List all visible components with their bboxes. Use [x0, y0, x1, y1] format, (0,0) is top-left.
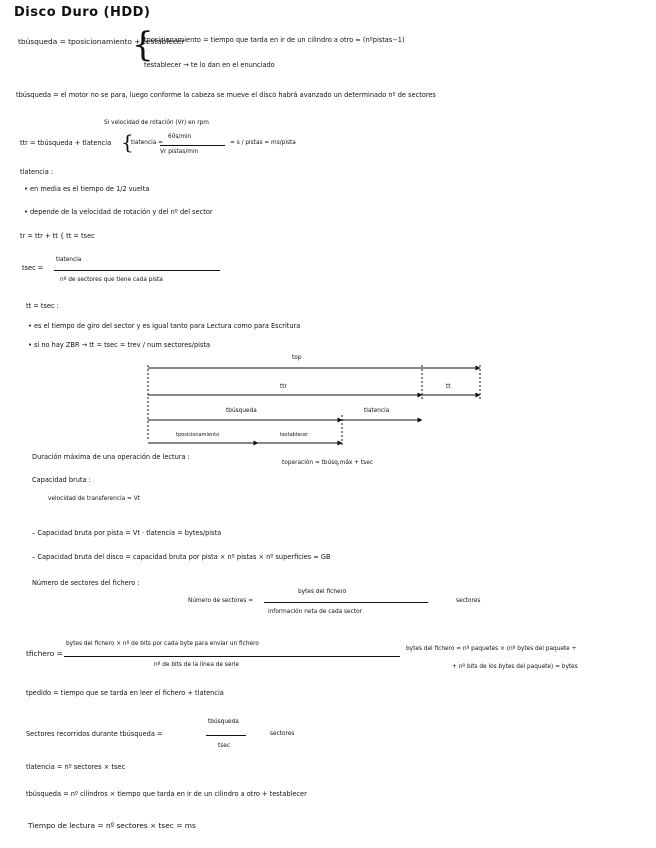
- bullet-depende: • depende de la velocidad de rotación y del nº del sector: [24, 208, 213, 216]
- frac-top-60s: 60s/min: [168, 134, 192, 140]
- eq-ttr: ttr = tbúsqueda + tlatencia: [20, 139, 112, 147]
- label-testablecer: testablecer: [280, 432, 309, 438]
- text-duracion: Duración máxima de una operación de lectura :: [32, 453, 190, 461]
- eq-tlatencia-lhs: tlatencia =: [131, 140, 163, 146]
- eq-testablecer: testablecer → te lo dan en el enunciado: [144, 61, 275, 69]
- bullet-giro: • es el tiempo de giro del sector y es igual tanto para Lectura como para Escritura: [28, 322, 301, 330]
- label-tt: tt: [446, 384, 451, 390]
- eq-tiempo-lectura: Tiempo de lectura = nº sectores × tsec = ms: [28, 821, 196, 830]
- frac-line-l13: [64, 656, 400, 657]
- unit-sectores: sectores: [456, 598, 481, 604]
- eq-cap-disco: – Capacidad bruta del disco = capacidad bruta por pista × nº pistas × nº superficies ≈ GB: [32, 553, 331, 561]
- text-vt: velocidad de transferencia = Vt: [48, 496, 140, 502]
- eq-tsec-lhs: tsec =: [22, 264, 44, 272]
- brace-l3: {: [121, 130, 134, 154]
- eq-numsec-lhs: Número de sectores =: [188, 598, 254, 604]
- text-bytes-fichero-1: bytes del fichero = nº paquetes × (nº bytes del paquete +: [406, 646, 577, 652]
- page-title: Disco Duro (HDD): [14, 5, 151, 20]
- bullet-media: • en media es el tiempo de 1/2 vuelta: [24, 185, 150, 193]
- eq-tlatencia-sectores: tlatencia = nº sectores × tsec: [26, 763, 126, 771]
- label-tbusqueda: tbúsqueda: [226, 408, 257, 414]
- eq-tr: tr = ttr + tt { tt = tsec: [20, 232, 95, 240]
- frac-bot-linea: nº de bits de la línea de serie: [154, 662, 239, 668]
- eq-cap-pista: – Capacidad bruta por pista = Vt · tlatencia = bytes/pista: [32, 529, 222, 537]
- frac-bot-info: información neta de cada sector: [268, 609, 363, 615]
- label-top: top: [292, 355, 302, 361]
- frac-top-tlat: tlatencia: [56, 257, 82, 263]
- eq-tfichero-lhs: tfichero =: [26, 649, 63, 658]
- text-bytes-fichero-2: + nº bits de los bytes del paquete) = bytes: [452, 664, 578, 670]
- eq-sectores-recorridos: Sectores recorridos durante tbúsqueda =: [26, 730, 163, 738]
- eq-tbusqueda-lhs: tbúsqueda = tposicionamiento + testablecer: [18, 37, 185, 46]
- frac-top-bytes: bytes del fichero: [298, 589, 347, 595]
- eq-tbusqueda-cilindros: tbúsqueda = nº cilindros × tiempo que tarda en ir de un cilindro a otro + testablecer: [26, 790, 307, 798]
- eq-toperacion: toperación = tbúsq,máx + tsec: [282, 460, 373, 466]
- heading-capacidad: Capacidad bruta :: [32, 476, 91, 484]
- eq-tpedido: tpedido = tiempo que se tarda en leer el fichero + tlatencia: [26, 689, 224, 697]
- note-tbusqueda: tbúsqueda = el motor no se para, luego conforme la cabeza se mueve el disco habrá avanzado un determinado nº de sectores: [16, 91, 436, 99]
- frac-top-tbusq: tbúsqueda: [208, 719, 239, 725]
- unit-sectores-2: sectores: [270, 731, 295, 737]
- label-tposicionamiento: tposicionamiento: [176, 432, 220, 438]
- note-rpm: Si velocidad de rotación (Vr) en rpm: [104, 120, 209, 126]
- frac-bot-nsectores: nº de sectores que tiene cada pista: [60, 277, 163, 283]
- frac-bot-vr: Vr pistas/min: [160, 149, 199, 155]
- frac-line-l15: [206, 735, 246, 736]
- frac-bot-tsec: tsec: [218, 743, 231, 749]
- eq-tposicionamiento: tposicionamiento = tiempo que tarda en ir de un cilindro a otro ≈ (nºpistas−1): [144, 36, 405, 44]
- heading-tt: tt = tsec :: [26, 302, 59, 310]
- label-tlatencia: tlatencia: [364, 408, 390, 414]
- eq-tlatencia-units: = s / pistas = ms/pista: [230, 140, 296, 146]
- brace-l1: {: [132, 25, 154, 65]
- heading-tlatencia: tlatencia :: [20, 168, 54, 176]
- frac-line-l12: [264, 602, 428, 603]
- bullet-zbr: • si no hay ZBR → tt = tsec = trev / num sectores/pista: [28, 341, 211, 349]
- heading-num-sectores: Número de sectores del fichero :: [32, 579, 140, 587]
- frac-top-bytes-bits: bytes del fichero × nº de bits por cada byte para enviar un fichero: [66, 641, 259, 647]
- label-ttr: ttr: [280, 384, 287, 390]
